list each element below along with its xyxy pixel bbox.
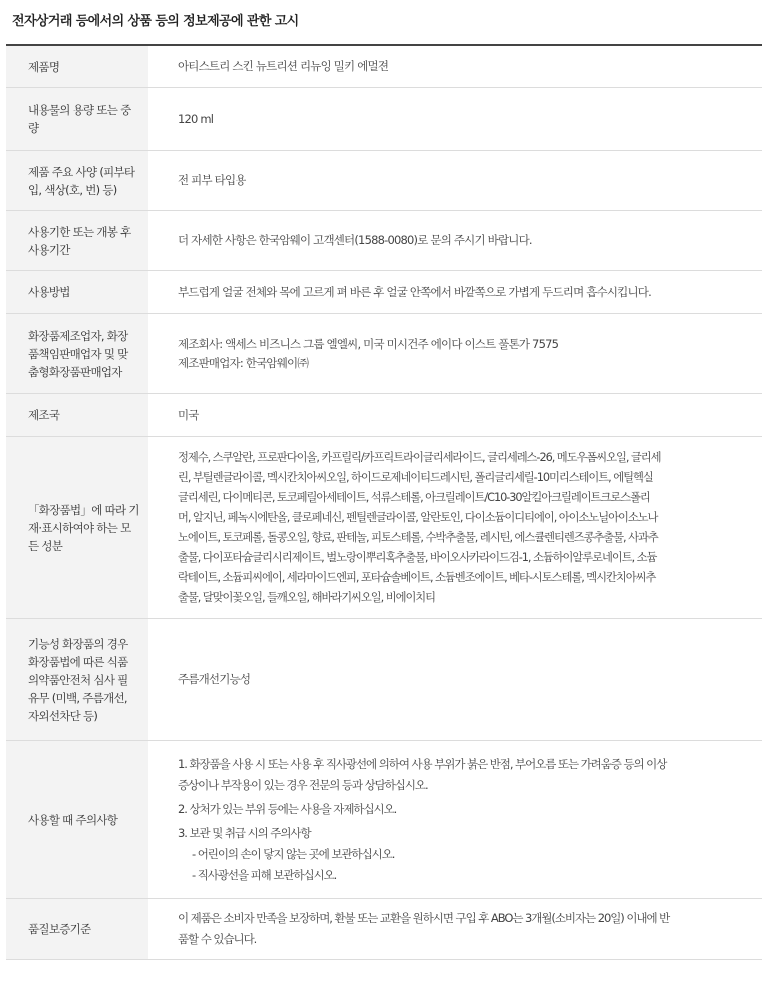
label-line: 춤형화장품판매업자 [28,364,122,379]
row-value [148,437,762,618]
value-line: 머, 알지닌, 페녹시에탄올, 클로페네신, 펜틸렌글라이콜, 알란토인, 다이소듐이디티에이, 아이소노닐아이소노나 [178,510,658,524]
table-row [6,619,762,741]
table-row [6,899,762,960]
row-label [6,394,148,436]
row-value [148,619,762,740]
label-line: 든 성분 [28,538,63,553]
label-line: 량 [28,121,39,135]
row-label [6,88,148,150]
product-info-table [6,44,762,960]
row-label [6,619,148,740]
value-line: 부드럽게 얼굴 전체와 목에 고르게 펴 바른 후 얼굴 안쪽에서 바깥쪽으로 가볍게 두드리며 흡수시킵니다. [178,284,651,299]
value-line: 제조회사: 액세스 비즈니스 그룹 엘엘씨, 미국 미시건주 에이다 이스트 풀톤가 7575 [178,336,559,351]
label-line: 사용방법 [28,285,70,299]
label-line: 자외선차단 등) [28,708,98,723]
row-label [6,437,148,618]
row-value [148,271,762,313]
table-row [6,46,762,88]
value-line: 1. 화장품을 사용 시 또는 사용 후 직사광선에 의하여 사용 부위가 붉은 반점, 부어오름 또는 가려움증 등의 이상 [178,756,667,771]
row-value [148,314,762,393]
table-row [6,211,762,271]
value-line: 증상이나 부작용이 있는 경우 전문의 등과 상담하십시오. [178,777,428,792]
row-label [6,46,148,87]
table-row [6,88,762,151]
row-value [148,88,762,150]
label-line: 사용기한 또는 개봉 후 [28,224,131,239]
row-label [6,271,148,313]
row-label [6,899,148,959]
value-line: 노에이트, 토코페롤, 돌콩오일, 향료, 판테놀, 피토스테롤, 수박추출물, 레시틴, 에스큘렌티렌즈콩추출물, 사과추 [178,530,658,544]
label-line: 품질보증기준 [28,922,91,936]
label-line: 입, 색상(호, 번) 등) [28,182,117,197]
label-line: 제품명 [28,59,60,74]
row-label [6,151,148,210]
value-line: 출물, 달맞이꽃오일, 들깨오일, 해바라기씨오일, 비에이치티 [178,590,436,604]
table-row [6,314,762,394]
table-row [6,151,762,211]
label-line: 기능성 화장품의 경우 [28,636,128,651]
label-line: 내용물의 용량 또는 중 [28,103,131,117]
row-label [6,211,148,270]
label-line: 제품 주요 사양 (피부타 [28,164,135,179]
row-label [6,314,148,393]
value-line: 더 자세한 사항은 한국암웨이 고객센터(1588-0080)로 문의 주시기 바랍니다. [178,233,532,247]
table-row [6,437,762,619]
value-line: 전 피부 타입용 [178,173,246,187]
value-line: 미국 [178,407,199,422]
value-line: - 직사광선을 피해 보관하십시오. [192,867,337,882]
value-line: 2. 상처가 있는 부위 등에는 사용을 자제하십시오. [178,801,397,816]
table-row [6,394,762,437]
value-line: 주름개선기능성 [178,672,251,686]
row-value [148,211,762,270]
label-line: 품책임판매업자 및 맞 [28,346,128,361]
value-line: 린, 부틸렌글라이콜, 멕시칸치아씨오일, 하이드로제네이티드레시틴, 폴리글리세릴-10미리스테이트, 에틸헥실 [178,470,653,484]
label-line: 화장품법에 따른 식품 [28,654,128,669]
row-value [148,899,762,959]
row-value [148,741,762,898]
row-label [6,741,148,898]
row-value [148,151,762,210]
label-line: 유무 (미백, 주름개선, [28,690,127,705]
value-line: 아티스트리 스킨 뉴트리션 리뉴잉 밀키 에멀젼 [178,59,389,73]
row-value [148,46,762,87]
page-title: 전자상거래 등에서의 상품 등의 정보제공에 관한 고시 [12,14,299,29]
value-line: 출물, 다이포타슘글리시리제이트, 벌노랑이뿌리혹추출물, 바이오사카라이드검-1, 소듐하이알루로네이트, 소듐 [178,550,657,564]
label-line: 「화장품법」에 따라 기 [28,502,139,517]
label-line: 사용기간 [28,242,70,257]
label-line: 재·표시하여야 하는 모 [28,520,131,535]
label-line: 사용할 때 주의사항 [28,812,118,827]
value-line: 글리세린, 다이메티콘, 토코페릴아세테이트, 석류스테롤, 아크릴레이트/C10-30알킬아크릴레이트크로스폴리 [178,490,650,504]
label-line: 의약품안전처 심사 필 [28,672,128,687]
value-line: 120 ml [178,111,214,126]
table-row [6,741,762,899]
row-value [148,394,762,436]
value-line: 제조판매업자: 한국암웨이㈜ [178,355,309,370]
value-line: 3. 보관 및 취급 시의 주의사항 [178,825,311,840]
label-line: 제조국 [28,408,60,422]
value-line: 품할 수 있습니다. [178,932,257,946]
label-line: 화장품제조업자, 화장 [28,328,128,343]
table-row [6,271,762,314]
value-line: 정제수, 스쿠알란, 프로판다이올, 카프릴릭/카프릭트라이글리세라이드, 글리세레스-26, 메도우폼씨오일, 글리세 [178,450,661,464]
value-line: 락테이트, 소듐피씨에이, 세라마이드엔피, 포타슘솔베이트, 소듐벤조에이트, 베타-시토스테롤, 멕시칸치아씨추 [178,570,656,584]
value-line: - 어린이의 손이 닿지 않는 곳에 보관하십시오. [192,846,395,861]
value-line: 이 제품은 소비자 만족을 보장하며, 환불 또는 교환을 원하시면 구입 후 ABO는 3개월(소비자는 20일) 이내에 반 [178,911,670,925]
